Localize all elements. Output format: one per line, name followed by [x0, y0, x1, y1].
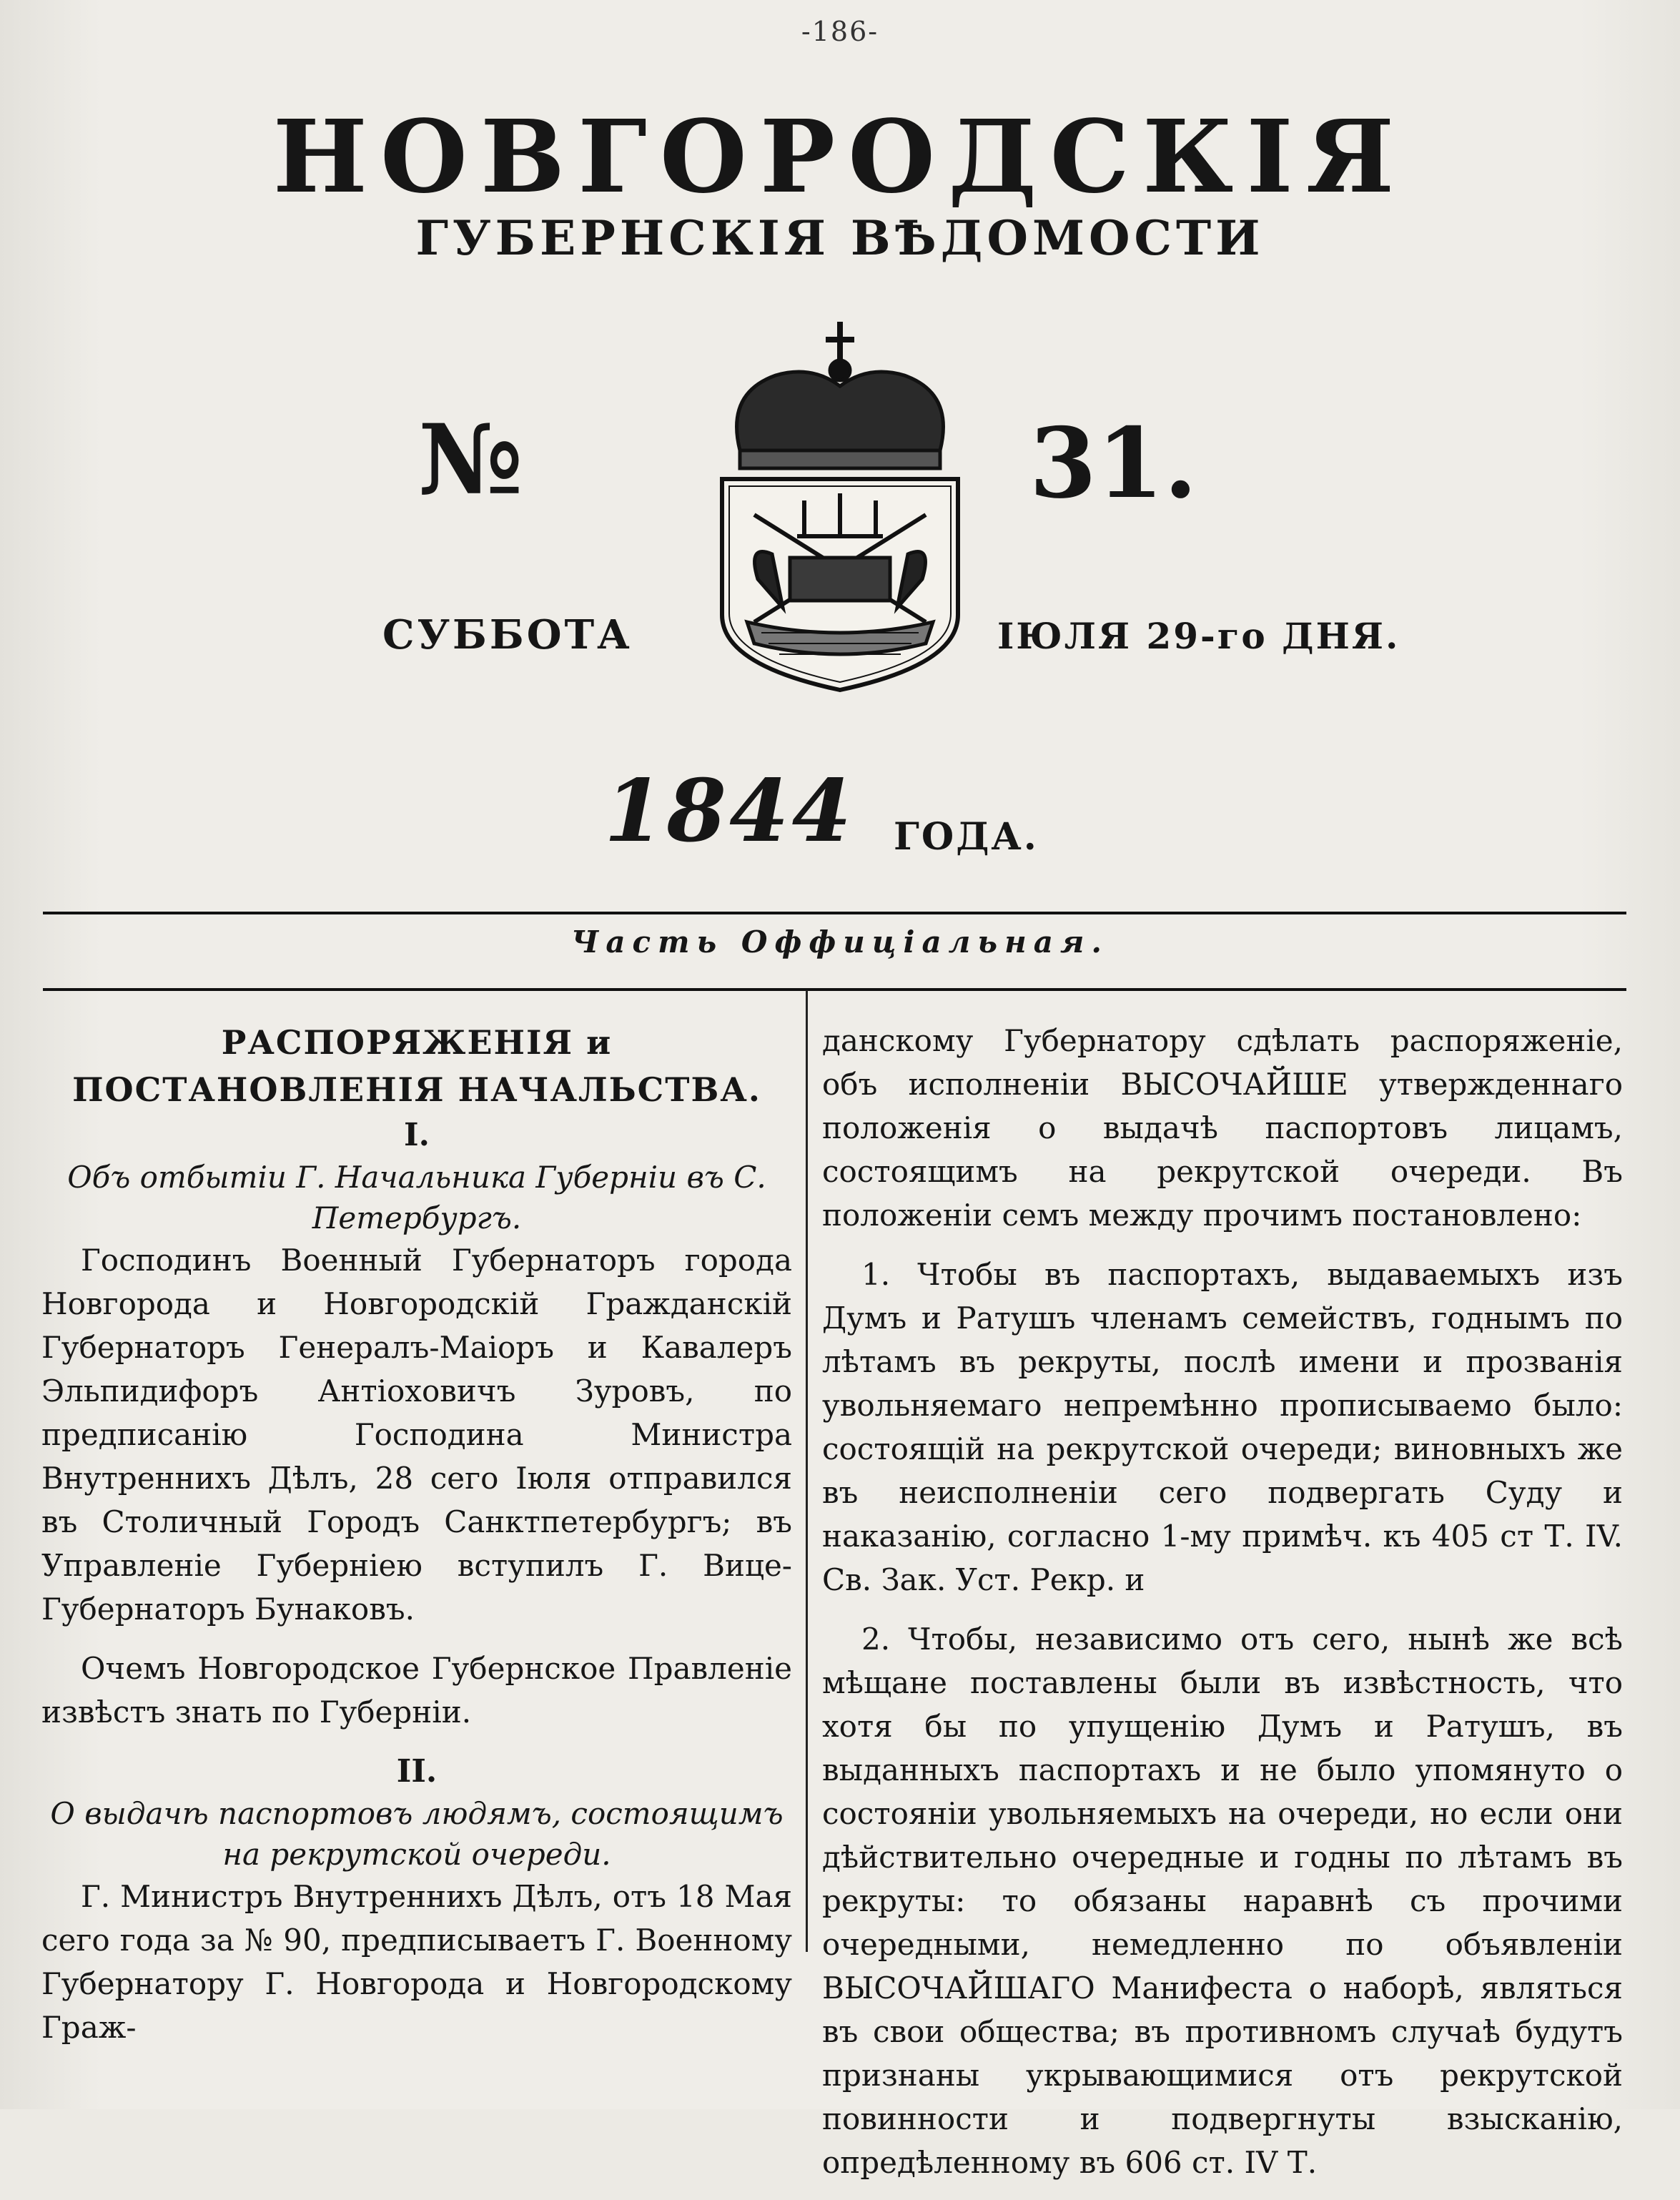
left-column — [41, 1019, 792, 2065]
coat-of-arms-emblem — [697, 307, 983, 694]
article-heading: РАСПОРЯЖЕНІЯ и ПОСТАНОВЛЕНІЯ НАЧАЛЬСТВА. — [72, 1023, 761, 1109]
section-top-rule — [43, 912, 1626, 914]
continued-paragraph: данскому Губернатору сдѣлать распоряженіе, объ исполненіи ВЫСОЧАЙШЕ утвержденнаго положенія о выдачѣ паспортовъ лицамъ, состоящимъ на рекрутской очереди. Въ положеніи семъ между прочимъ постановлено: — [822, 1023, 1623, 1233]
section-bottom-rule — [43, 988, 1626, 991]
column-divider — [806, 990, 808, 1952]
issue-weekday: СУББОТА — [382, 611, 633, 658]
clause-paragraph-2: 2. Чтобы, независимо отъ сего, нынѣ же всѣ мѣщане поставлены были въ извѣстность, что хотя бы по упущенію Думъ и Ратушъ, въ выданныхъ паспортахъ и не было упомянуто о состояніи увольняемыхъ на очереди, но если они дѣйствительно очередные и годны по лѣтамъ въ рекруты: то обязаны наравнѣ съ прочими очередными, немедленно по объявленіи ВЫСОЧАЙШАГО Манифеста о наборѣ, являться въ свои общества; въ противномъ случаѣ будутъ признаны укрывающимися отъ рекрутской повинности и подвергнуты взысканію, опредѣленному въ 606 ст. IV Т. — [822, 1622, 1623, 2180]
masthead-subtitle: ГУБЕРНСКІЯ ВѢДОМОСТИ — [415, 210, 1265, 266]
item-paragraph: Г. Министръ Внутреннихъ Дѣлъ, отъ 18 Мая сего года за № 90, предписываетъ Г. Военному Губернатору Г. Новгорода и Новгородскому Граж- — [41, 1879, 792, 2045]
item-title-1: Объ отбытіи Г. Начальника Губерніи въ С. Петербургъ. — [67, 1160, 766, 1235]
masthead-title: НОВГОРОДСКІЯ — [272, 99, 1408, 216]
clause-paragraph-1: 1. Чтобы въ паспортахъ, выдаваемыхъ изъ Думъ и Ратушъ членамъ семействъ, годнымъ по лѣтамъ въ рекруты, послѣ имени и прозванія увольняемаго непремѣнно прописываемо было: состоящій на рекрутской очереди; виновныхъ же въ неисполненіи сего подвергать Суду и наказанію, согласно 1-му примѣч. къ 405 ст Т. IV. Св. Зак. Уст. Рекр. и — [822, 1257, 1623, 1597]
item-numeral-2: II. — [396, 1753, 438, 1790]
item-paragraph: Господинъ Военный Губернаторъ города Новгорода и Новгородскій Гражданскій Губернаторъ Генералъ-Маіоръ и Кавалеръ Эльпидифоръ Антіоховичъ Зуровъ, по предписанію Господина Министра Внутреннихъ Дѣлъ, 28 сего Іюля отправился въ Столичный Городъ Санктпетербургъ; въ Управленіе Губерніею вступилъ Г. Вице-Губернаторъ Бунаковъ. — [41, 1243, 792, 1627]
item-title-2: О выдачѣ паспортовъ людямъ, состоящимъ на рекрутской очереди. — [50, 1796, 784, 1872]
issue-number: 31. — [1029, 406, 1197, 520]
issue-date: ІЮЛЯ 29-го ДНЯ. — [997, 615, 1400, 657]
issue-number-sign: № — [418, 403, 523, 516]
item-numeral-1: I. — [404, 1117, 430, 1153]
section-title: Часть Оффиціальная. — [570, 924, 1110, 960]
issue-year-word: ГОДА. — [894, 815, 1039, 859]
issue-year: 1844 — [604, 761, 854, 862]
item-paragraph: Очемъ Новгородское Губернское Правленіе извѣстъ знать по Губерніи. — [41, 1651, 792, 1730]
page-number: -186- — [801, 16, 879, 47]
right-column — [822, 1019, 1623, 2200]
